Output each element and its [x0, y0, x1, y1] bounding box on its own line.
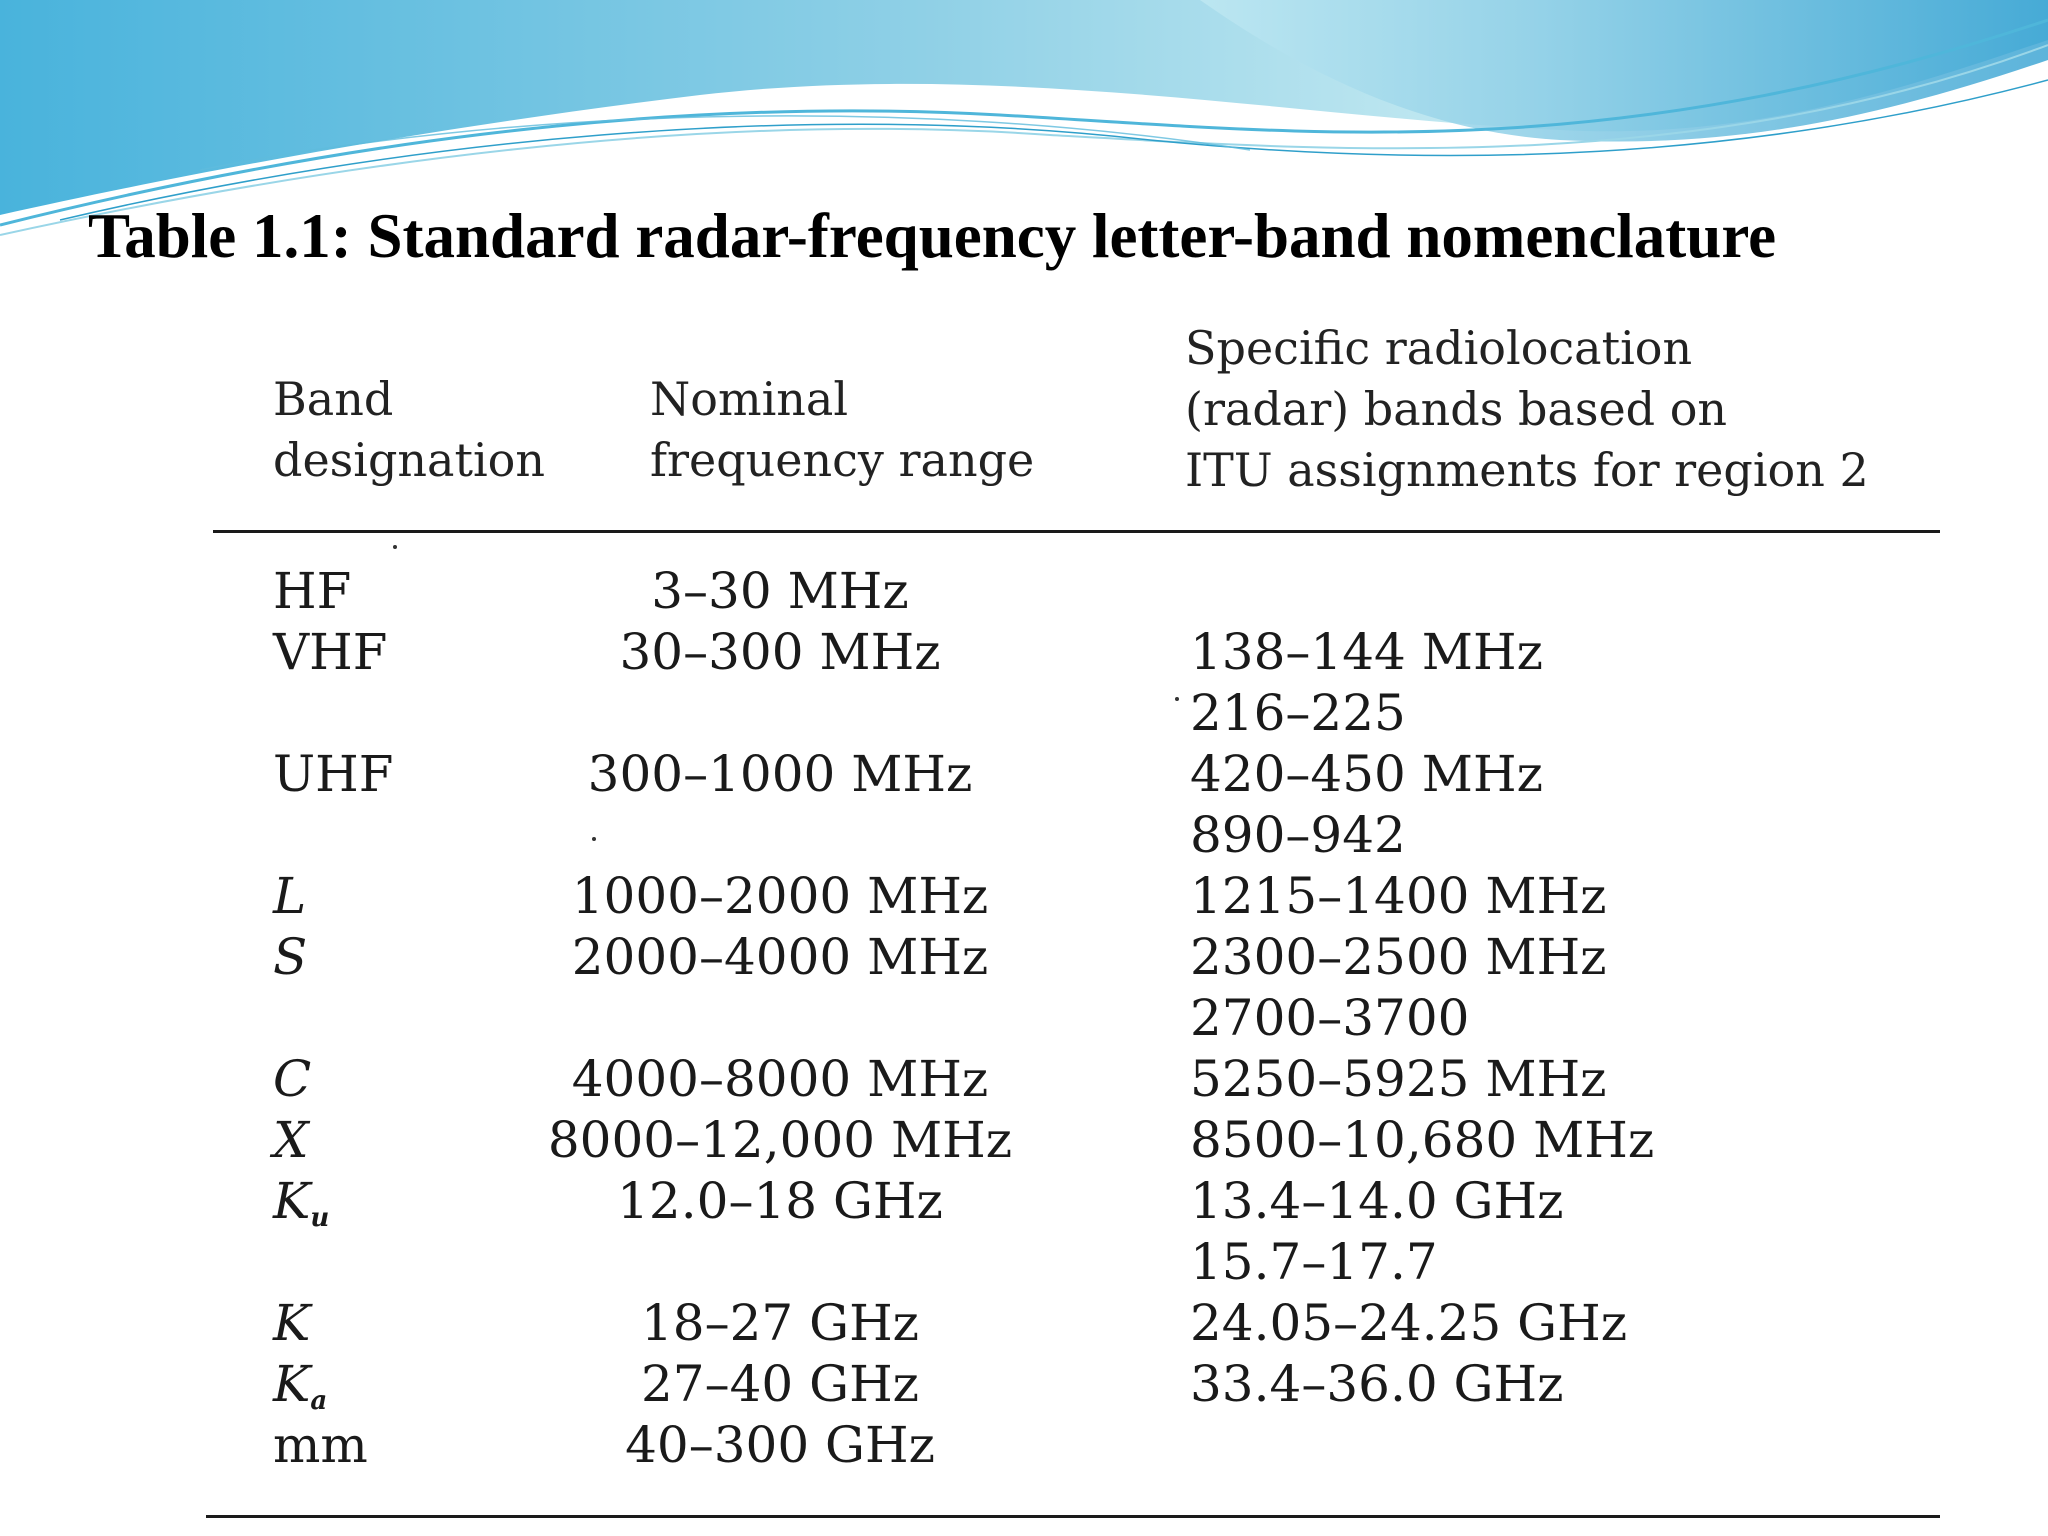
- itu-band-cell: 2300–2500 MHz: [1190, 928, 1607, 986]
- scan-speck: [393, 545, 397, 549]
- nominal-range-cell: 8000–12,000 MHz: [547, 1111, 1013, 1169]
- band-cell: [273, 744, 393, 805]
- header-nominal-frequency: Nominal frequency range: [650, 372, 1035, 487]
- band-letter: S: [273, 928, 308, 986]
- header-rule: [213, 530, 1940, 533]
- table-row: [0, 866, 2048, 927]
- nominal-range-cell: 2000–4000 MHz: [571, 928, 989, 986]
- nominal-range-cell: 27–40 GHz: [640, 1355, 920, 1413]
- band-letter: K: [273, 1355, 311, 1413]
- band-cell: [273, 866, 306, 927]
- band-letter: VHF: [273, 623, 388, 681]
- band-cell: [273, 561, 351, 622]
- band-subscript: u: [310, 1203, 330, 1233]
- itu-band-cell: 5250–5925 MHz: [1190, 1050, 1607, 1108]
- itu-band-cell: 890–942: [1190, 806, 1406, 864]
- band-letter: UHF: [273, 745, 394, 803]
- itu-band-cell: 15.7–17.7: [1190, 1233, 1438, 1291]
- nominal-range-cell: 18–27 GHz: [640, 1294, 920, 1352]
- table-row: [0, 988, 2048, 1049]
- table-row: [0, 744, 2048, 805]
- band-cell: [273, 622, 387, 683]
- itu-band-cell: 138–144 MHz: [1190, 623, 1543, 681]
- header-itu-bands: Specific radiolocation (radar) bands based on ITU assignments for region 2: [1185, 321, 1869, 497]
- nominal-range-cell: 300–1000 MHz: [587, 745, 973, 803]
- table-row: [0, 1110, 2048, 1171]
- itu-band-cell: 1215–1400 MHz: [1190, 867, 1607, 925]
- slide-title: Table 1.1: Standard radar-frequency letter-band nomenclature: [88, 201, 1777, 271]
- itu-band-cell: 216–225: [1190, 684, 1406, 742]
- nominal-range-cell: 3–30 MHz: [651, 562, 909, 620]
- table-row: [0, 1293, 2048, 1354]
- nominal-range-cell: 40–300 GHz: [625, 1416, 935, 1474]
- itu-band-cell: 8500–10,680 MHz: [1190, 1111, 1655, 1169]
- table-row: [0, 1049, 2048, 1110]
- table-row: [0, 1354, 2048, 1415]
- itu-band-cell: 13.4–14.0 GHz: [1190, 1172, 1564, 1230]
- table-row: [0, 1415, 2048, 1476]
- band-cell: [273, 1049, 311, 1110]
- band-letter: X: [273, 1111, 309, 1169]
- table-row: [0, 805, 2048, 866]
- band-letter: K: [273, 1172, 311, 1230]
- table-row: [0, 1232, 2048, 1293]
- band-letter: HF: [273, 562, 352, 620]
- table-row: [0, 561, 2048, 622]
- band-letter: mm: [273, 1416, 368, 1474]
- band-subscript: a: [310, 1386, 328, 1416]
- scan-speck: [1175, 697, 1179, 701]
- band-letter: L: [273, 867, 307, 925]
- itu-band-cell: 420–450 MHz: [1190, 745, 1543, 803]
- band-cell: [273, 1415, 368, 1476]
- table-row: [0, 1171, 2048, 1232]
- itu-band-cell: 33.4–36.0 GHz: [1190, 1355, 1564, 1413]
- header-band-designation: Band designation: [273, 372, 546, 487]
- scan-speck: [592, 837, 596, 841]
- table-row: [0, 927, 2048, 988]
- nominal-range-cell: 12.0–18 GHz: [617, 1172, 943, 1230]
- band-letter: K: [273, 1294, 311, 1352]
- band-letter: C: [273, 1050, 312, 1108]
- band-cell: [273, 1293, 310, 1354]
- itu-band-cell: 24.05–24.25 GHz: [1190, 1294, 1628, 1352]
- itu-band-cell: 2700–3700: [1190, 989, 1470, 1047]
- nominal-range-cell: 1000–2000 MHz: [571, 867, 989, 925]
- band-cell: [273, 927, 307, 988]
- bottom-rule: [206, 1515, 1940, 1518]
- nominal-range-cell: 4000–8000 MHz: [571, 1050, 989, 1108]
- table-row: [0, 622, 2048, 683]
- table-row: [0, 683, 2048, 744]
- band-cell: [273, 1110, 309, 1171]
- nominal-range-cell: 30–300 MHz: [619, 623, 941, 681]
